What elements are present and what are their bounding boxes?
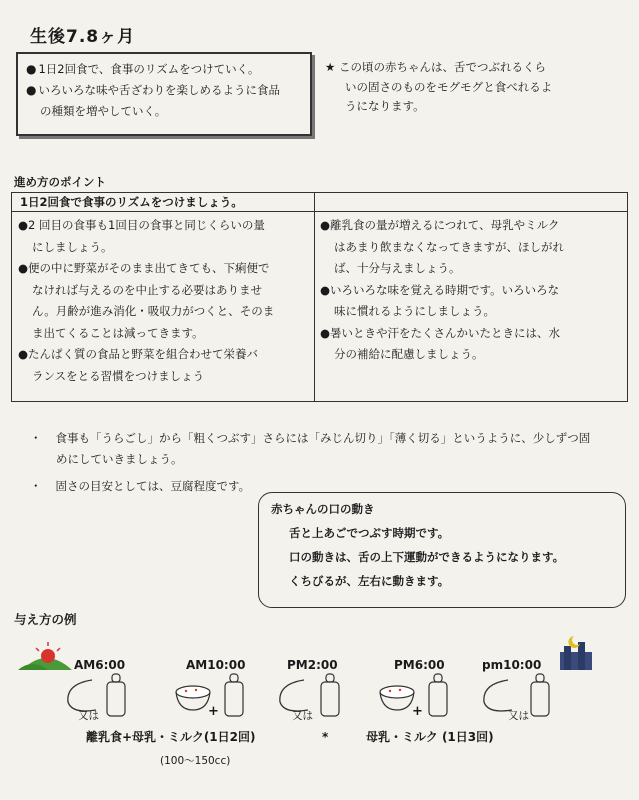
note-line-2: めにしていきましょう。 (56, 452, 183, 466)
star-note-line-1: この頃の赤ちゃんは、舌でつぶれるくら (338, 60, 546, 74)
summary-box (16, 52, 312, 136)
list-item: なければ与えるのを中止する必要はありませ (32, 282, 262, 297)
list-item: ランスをとる習慣をつけましょう (32, 368, 205, 383)
note-line-1: ・ 食事も「うらごし」から「粗くつぶす」さらには「みじん切り」「薄く切る」というように、少しずつ固 (30, 431, 591, 445)
list-item: ●暑いときや汗をたくさんかいたときには、水 (320, 325, 561, 340)
feeding-heading: 与え方の例 (14, 612, 77, 627)
night-city-icon (560, 634, 592, 670)
rice-bowl-icon (174, 684, 212, 714)
points-right-column (320, 215, 624, 366)
time-pm10: pm10:00 (482, 658, 542, 672)
page-title: 生後7.8ヶ月 (30, 27, 136, 47)
plus-icon: + (208, 704, 219, 719)
mouth-line-2: 口の動きは、舌の上下運動ができるようになります。 (289, 550, 565, 564)
table-header-text: 1日2回食で食事のリズムをつけましょう。 (20, 195, 243, 209)
star-note-line-2: いの固さのものをモグモグと食べれるよ (345, 79, 553, 94)
mouth-line-1: 舌と上あごでつぶす時期です。 (289, 526, 450, 540)
points-heading: 進め方のポイント (14, 175, 106, 189)
or-label: 又は (508, 710, 529, 722)
mouth-title: 赤ちゃんの口の動き (271, 502, 375, 516)
sunrise-icon (18, 640, 74, 672)
list-item: 味に慣れるようにしましょう。 (334, 304, 495, 318)
bottle-icon (426, 672, 450, 720)
list-item: ま出てくることは減ってきます。 (32, 325, 204, 340)
list-item: 分の補給に配慮しましょう。 (334, 347, 484, 361)
summary-item-2: ● いろいろな味や舌ざわりを楽しめるように食品 (26, 83, 280, 97)
star-note (325, 58, 625, 117)
rice-bowl-icon (378, 684, 416, 714)
time-am10: AM10:00 (186, 658, 246, 672)
time-pm6: PM6:00 (394, 658, 445, 672)
list-item: ば、十分与えましょう。 (334, 261, 461, 275)
notes (30, 428, 630, 497)
star-icon: ★ (325, 60, 336, 74)
summary-item-1: ● 1日2回食で、食事のリズムをつけていく。 (26, 62, 260, 76)
list-item: ●2 回目の食事も1回目の食事と同じくらいの量 (18, 218, 265, 232)
bottle-icon (528, 672, 552, 720)
list-item: ●離乳食の量が増えるにつれて、母乳やミルク (320, 218, 560, 232)
note-line-3: ・ 固さの目安としては、豆腐程度です。 (30, 479, 251, 493)
time-am6: AM6:00 (74, 658, 126, 672)
star-note-line-3: うになります。 (345, 99, 425, 113)
amount-note: (100〜150cc) (160, 755, 231, 767)
list-item: ●便の中に野菜がそのまま出てきても、下痢便で (18, 261, 270, 275)
plus-icon: + (412, 704, 423, 719)
mouth-line-3: くちびるが、左右に動きます。 (289, 574, 450, 588)
or-label: 又は (292, 710, 313, 722)
bottle-icon (104, 672, 128, 720)
list-item: はあまり飲まなくなってきますが、ほしがれ (334, 239, 564, 254)
list-item: ●いろいろな味を覚える時期です。いろいろな (320, 282, 560, 297)
points-table (11, 192, 628, 402)
asterisk: * (322, 730, 329, 744)
bottle-icon (222, 672, 246, 720)
list-item: ●たんぱく質の食品と野菜を組合わせて栄養バ (18, 347, 259, 361)
points-left-column (18, 215, 312, 387)
table-divider (314, 193, 315, 401)
list-item: にしましょう。 (32, 239, 113, 254)
or-label: 又は (78, 710, 99, 722)
time-pm2: PM2:00 (287, 658, 338, 672)
list-item: ん。月齢が進み消化・吸収力がつくと、そのま (32, 304, 275, 318)
caption-right: 母乳・ミルク (1日3回) (366, 730, 494, 744)
caption-left: 離乳食+母乳・ミルク(1日2回) (86, 730, 256, 744)
mouth-movement-box (258, 492, 626, 608)
table-header (12, 193, 627, 212)
summary-item-2-cont: の種類を増やしていく。 (40, 104, 167, 118)
bottle-icon (318, 672, 342, 720)
